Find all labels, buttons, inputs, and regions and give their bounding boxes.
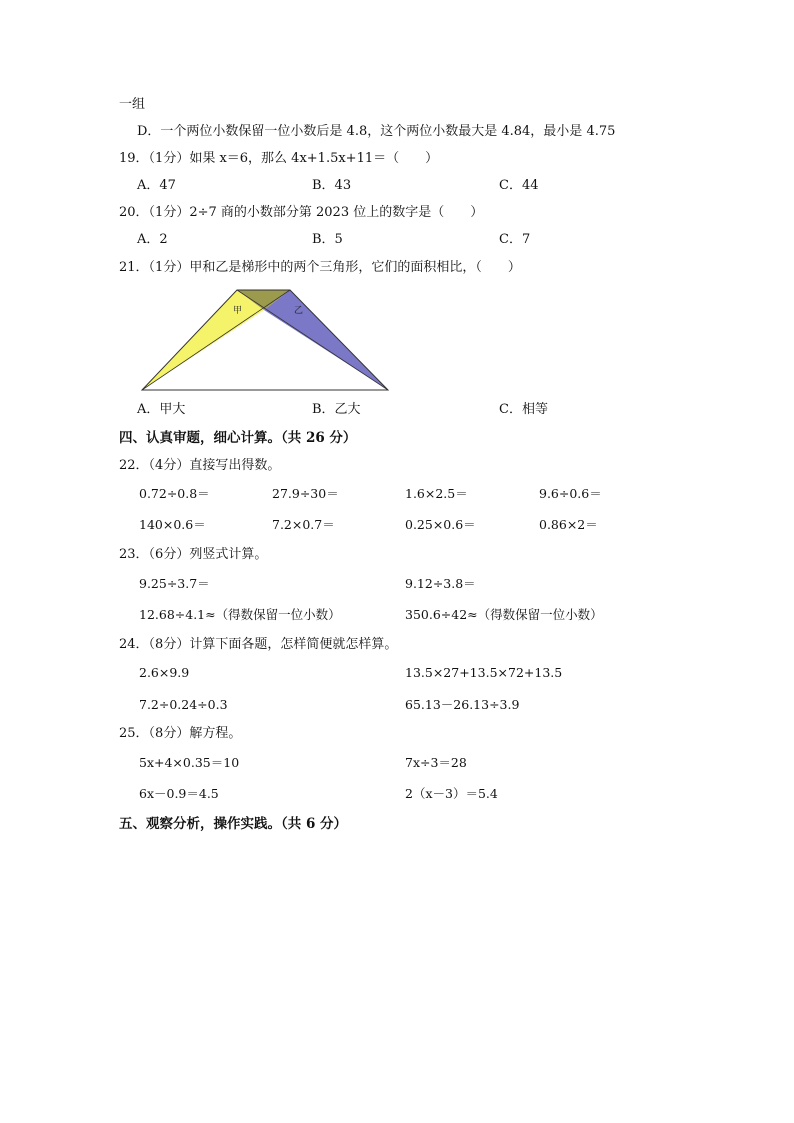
q21-option-c[interactable]: C．相等 bbox=[499, 402, 548, 417]
q19-stem: 19．（1分）如果 x＝6，那么 4x+1.5x+11＝（ ） bbox=[119, 151, 439, 166]
q24-item: 7.2÷0.24÷0.3 bbox=[139, 697, 228, 712]
q22-item: 27.9÷30＝ bbox=[272, 486, 339, 501]
q22-item: 140×0.6＝ bbox=[139, 517, 206, 532]
q24-item: 65.13－26.13÷3.9 bbox=[405, 697, 520, 712]
q24-item: 2.6×9.9 bbox=[139, 665, 190, 680]
label-jia: 甲 bbox=[233, 306, 243, 316]
q24-item: 13.5×27+13.5×72+13.5 bbox=[405, 665, 563, 680]
triangle-jia bbox=[142, 290, 264, 390]
q19-option-b[interactable]: B．43 bbox=[312, 178, 352, 193]
q23-item: 350.6÷42≈（得数保留一位小数） bbox=[405, 607, 603, 622]
q23-stem: 23．（6分）列竖式计算。 bbox=[119, 547, 268, 562]
q20-option-c[interactable]: C．7 bbox=[499, 232, 531, 247]
q25-stem: 25．（8分）解方程。 bbox=[119, 726, 242, 741]
q23-item: 9.25÷3.7＝ bbox=[139, 576, 210, 591]
q25-item: 6x－0.9＝4.5 bbox=[139, 786, 219, 801]
q22-stem: 22．（4分）直接写出得数。 bbox=[119, 458, 281, 473]
section4-heading: 四、认真审题，细心计算。（共 26 分） bbox=[119, 430, 357, 446]
triangle-yi bbox=[264, 290, 388, 390]
q24-stem: 24．（8分）计算下面各题，怎样简便就怎样算。 bbox=[119, 637, 398, 652]
q22-item: 1.6×2.5＝ bbox=[405, 486, 468, 501]
q19-option-a[interactable]: A．47 bbox=[137, 178, 176, 193]
q22-item: 9.6÷0.6＝ bbox=[539, 486, 602, 501]
q25-item: 2（x－3）＝5.4 bbox=[405, 786, 498, 801]
q22-item: 0.25×0.6＝ bbox=[405, 517, 476, 532]
q21-option-a[interactable]: A．甲大 bbox=[137, 402, 186, 417]
q22-item: 0.86×2＝ bbox=[539, 517, 598, 532]
q23-item: 12.68÷4.1≈（得数保留一位小数） bbox=[139, 607, 341, 622]
section5-heading: 五、观察分析，操作实践。（共 6 分） bbox=[119, 816, 348, 832]
q22-item: 0.72÷0.8＝ bbox=[139, 486, 210, 501]
continuation-text: 一组 bbox=[119, 97, 146, 112]
q25-item: 5x+4×0.35＝10 bbox=[139, 755, 240, 770]
q23-item: 9.12÷3.8＝ bbox=[405, 576, 476, 591]
q22-item: 7.2×0.7＝ bbox=[272, 517, 335, 532]
q25-item: 7x÷3＝28 bbox=[405, 755, 467, 770]
q20-option-b[interactable]: B．5 bbox=[312, 232, 343, 247]
q21-stem: 21．（1分）甲和乙是梯形中的两个三角形，它们的面积相比，（ ） bbox=[119, 260, 521, 275]
q20-option-a[interactable]: A．2 bbox=[137, 232, 168, 247]
q18-option-d: D．一个两位小数保留一位小数后是 4.8，这个两位小数最大是 4.84，最小是 4.75 bbox=[137, 124, 616, 139]
q19-option-c[interactable]: C．44 bbox=[499, 178, 539, 193]
q21-option-b[interactable]: B．乙大 bbox=[312, 402, 361, 417]
q20-stem: 20．（1分）2÷7 商的小数部分第 2023 位上的数字是（ ） bbox=[119, 205, 484, 220]
label-yi: 乙 bbox=[294, 306, 304, 316]
